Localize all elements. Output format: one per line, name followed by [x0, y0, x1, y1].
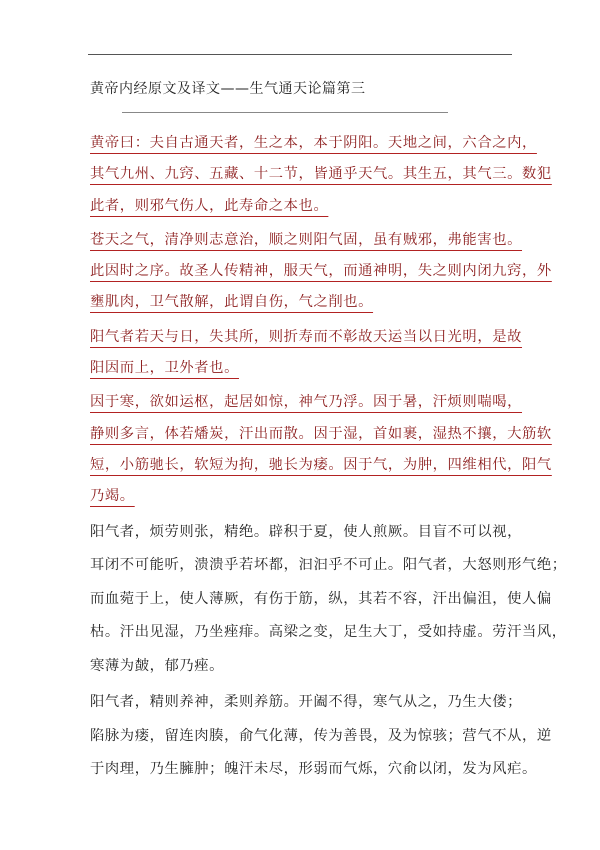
title-underline	[122, 112, 448, 113]
text-line: 而血菀于上，使人薄厥，有伤于筋，纵，其若不容，汗出偏沮，使人偏	[90, 590, 552, 607]
text-line: 枯。汗出见湿，乃坐痤痱。高梁之变，足生大丁，受如持虚。劳汗当风，	[90, 624, 567, 641]
text-line: 寒薄为皶，郁乃痤。	[90, 657, 225, 674]
text-line: 此因时之序。故圣人传精神，服天气，而通神明，失之则内闭九窍，外	[90, 263, 552, 280]
text-line: 阳气者，精则养神，柔则养筋。开阖不得，寒气从之，乃生大偻；	[90, 694, 523, 711]
text-line: 壅肌肉，卫气散解，此谓自伤，气之削也。	[90, 294, 374, 311]
text-line: 阳气者若天与日，失其所，则折寿而不彰故天运当以日光明，是故	[90, 328, 523, 345]
text-line: 乃竭。	[90, 488, 135, 505]
text-line: 苍天之气，清净则志意治，顺之则阳气固，虽有贼邪，弗能害也。	[90, 231, 523, 248]
text-line: 因于寒，欲如运枢，起居如惊，神气乃浮。因于暑，汗烦则喘喝，	[90, 394, 523, 411]
text-line: 陷脉为瘘，留连肉腠，俞气化薄，传为善畏，及为惊骇；营气不从，逆	[90, 727, 552, 744]
text-line: 阳因而上，卫外者也。	[90, 360, 239, 377]
paragraph-4	[90, 387, 552, 512]
text-line: 此者，则邪气伤人，此寿命之本也。	[90, 197, 329, 214]
text-line: 耳闭不可能听，溃溃乎若坏都，汩汩乎不可止。阳气者，大怒则形气绝；	[90, 557, 567, 574]
text-line: 黄帝曰：夫自古通天者，生之本，本于阴阳。天地之间，六合之内，	[90, 135, 537, 151]
text-line: 其气九州、九窍、五藏、十二节，皆通乎天气。其生五，其气三。数犯	[90, 166, 552, 183]
paragraph-3	[90, 322, 523, 385]
document-body	[90, 128, 567, 790]
text-line: 阳气者，烦劳则张，精绝。辟积于夏，使人煎厥。目盲不可以视，	[90, 523, 523, 540]
text-line: 静则多言，体若燔炭，汗出而散。因于湿，首如裹，湿热不攘，大筋软	[90, 425, 552, 442]
header-rule	[88, 54, 512, 55]
paragraph-6	[90, 686, 552, 787]
document-title: 黄帝内经原文及译文——生气通天论篇第三	[90, 81, 366, 97]
paragraph-5	[90, 516, 567, 684]
text-line: 短，小筋驰长，软短为拘，驰长为痿。因于气，为肿，四维相代，阳气	[90, 456, 552, 473]
text-line: 于肉理，乃生臃肿；魄汗未尽，形弱而气烁，穴俞以闭，发为风疟。	[90, 761, 537, 778]
paragraph-1	[90, 128, 552, 222]
paragraph-2	[90, 225, 552, 319]
